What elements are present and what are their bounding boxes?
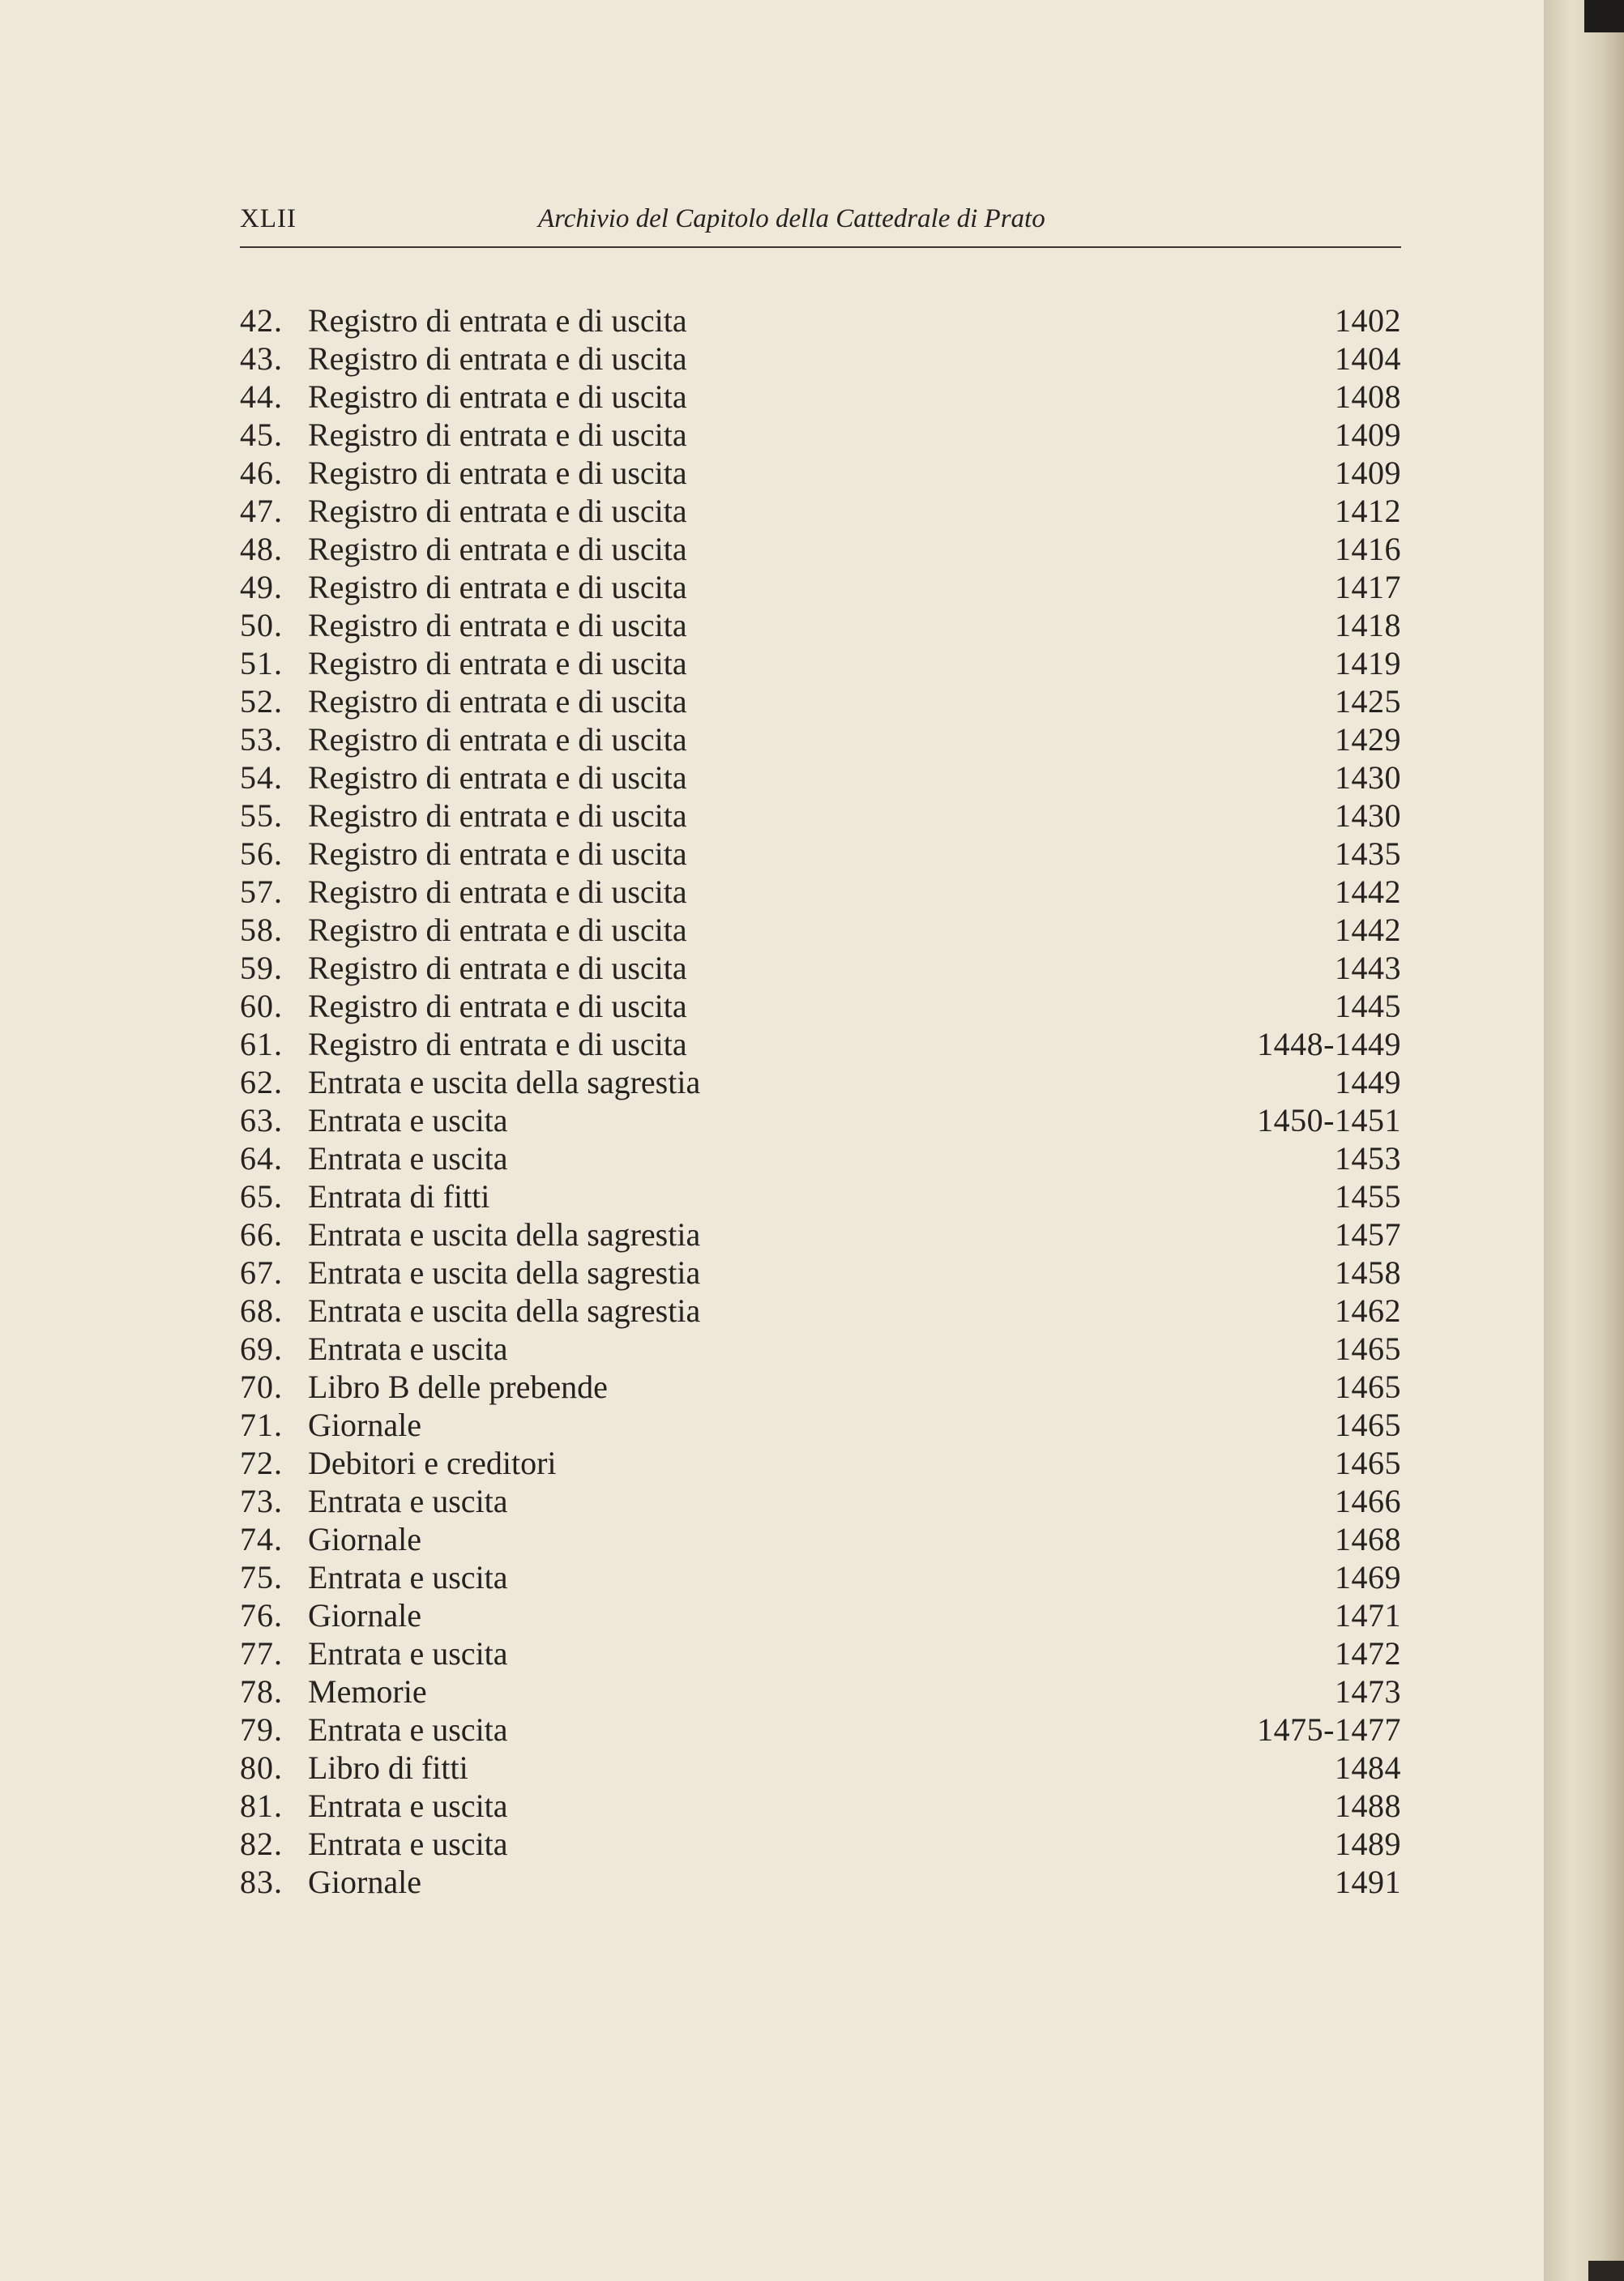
list-item [240,530,1401,568]
entry-title: Registro di entrata e di uscita [308,912,687,948]
entry-number: 81. [240,1788,283,1824]
entry-title: Registro di entrata e di uscita [308,569,687,605]
list-item [240,1177,1401,1215]
entry-year: 1473 [1335,1673,1401,1710]
list-item [240,301,1401,340]
list-item [240,340,1401,378]
entry-year: 1402 [1335,302,1401,339]
entry-title: Giornale [308,1597,421,1634]
list-item [240,1406,1401,1444]
entry-year: 1419 [1335,645,1401,681]
entry-year: 1471 [1335,1597,1401,1634]
list-item [240,682,1401,720]
list-item [240,758,1401,797]
entry-title: Entrata e uscita [308,1788,508,1824]
entry-title: Registro di entrata e di uscita [308,531,687,567]
entry-title: Registro di entrata e di uscita [308,302,687,339]
entry-year: 1442 [1335,874,1401,910]
entry-year: 1458 [1335,1254,1401,1291]
entry-title: Entrata e uscita [308,1140,508,1177]
entry-number: 44. [240,378,283,415]
entry-title: Entrata e uscita [308,1826,508,1862]
entry-number: 46. [240,455,283,491]
list-item [240,416,1401,454]
entry-title: Entrata di fitti [308,1178,490,1215]
list-item [240,1672,1401,1711]
running-title: Archivio del Capitolo della Cattedrale di Prato [538,204,1045,233]
entry-year: 1449 [1335,1064,1401,1100]
entry-title: Registro di entrata e di uscita [308,759,687,796]
entry-title: Registro di entrata e di uscita [308,797,687,834]
list-item [240,1482,1401,1520]
entry-title: Registro di entrata e di uscita [308,340,687,377]
list-item [240,1558,1401,1596]
entry-year: 1430 [1335,759,1401,796]
entry-year: 1484 [1335,1749,1401,1786]
list-item [240,1787,1401,1825]
entry-number: 42. [240,302,283,339]
entry-number: 48. [240,531,283,567]
entry-year: 1488 [1335,1788,1401,1824]
entry-year: 1448-1449 [1257,1026,1401,1062]
list-item [240,1863,1401,1901]
entry-title: Libro di fitti [308,1749,468,1786]
list-item [240,1063,1401,1101]
entry-title: Entrata e uscita [308,1331,508,1367]
list-item [240,1711,1401,1749]
list-item [240,987,1401,1025]
entry-year: 1416 [1335,531,1401,567]
entry-number: 54. [240,759,283,796]
entry-number: 43. [240,340,283,377]
list-item [240,1215,1401,1254]
list-item [240,1520,1401,1558]
entry-year: 1442 [1335,912,1401,948]
book-gutter [1544,0,1624,2281]
entry-number: 80. [240,1749,283,1786]
entry-number: 76. [240,1597,283,1634]
list-item [240,1101,1401,1139]
entry-title: Giornale [308,1521,421,1557]
entry-number: 66. [240,1216,283,1253]
list-item [240,1254,1401,1292]
list-item [240,1025,1401,1063]
entry-year: 1404 [1335,340,1401,377]
entry-number: 51. [240,645,283,681]
entry-number: 49. [240,569,283,605]
entry-year: 1465 [1335,1407,1401,1443]
entry-number: 53. [240,721,283,758]
entry-title: Registro di entrata e di uscita [308,721,687,758]
entry-number: 65. [240,1178,283,1215]
register-list [240,301,1401,1901]
entry-year: 1409 [1335,455,1401,491]
entry-title: Entrata e uscita della sagrestia [308,1064,701,1100]
entry-number: 73. [240,1483,283,1519]
entry-title: Giornale [308,1407,421,1443]
entry-title: Giornale [308,1864,421,1900]
list-item [240,1596,1401,1634]
list-item [240,1749,1401,1787]
gutter-shadow-bottom [1588,2261,1624,2281]
entry-number: 57. [240,874,283,910]
entry-title: Registro di entrata e di uscita [308,950,687,986]
list-item [240,606,1401,644]
entry-number: 82. [240,1826,283,1862]
entry-number: 64. [240,1140,283,1177]
entry-number: 83. [240,1864,283,1900]
entry-number: 71. [240,1407,283,1443]
entry-title: Registro di entrata e di uscita [308,835,687,872]
entry-title: Libro B delle prebende [308,1369,608,1405]
entry-year: 1491 [1335,1864,1401,1900]
entry-year: 1457 [1335,1216,1401,1253]
gutter-shadow-top [1584,0,1624,32]
list-item [240,1368,1401,1406]
entry-number: 45. [240,416,283,453]
entry-number: 50. [240,607,283,643]
list-item [240,1825,1401,1863]
entry-number: 52. [240,683,283,720]
list-item [240,1444,1401,1482]
list-item [240,492,1401,530]
entry-number: 63. [240,1102,283,1138]
list-item [240,835,1401,873]
entry-year: 1425 [1335,683,1401,720]
entry-year: 1409 [1335,416,1401,453]
list-item [240,720,1401,758]
list-item [240,873,1401,911]
entry-number: 62. [240,1064,283,1100]
entry-title: Entrata e uscita [308,1483,508,1519]
entry-number: 58. [240,912,283,948]
entry-year: 1466 [1335,1483,1401,1519]
entry-title: Registro di entrata e di uscita [308,416,687,453]
entry-year: 1462 [1335,1292,1401,1329]
entry-title: Entrata e uscita [308,1559,508,1595]
entry-title: Registro di entrata e di uscita [308,874,687,910]
entry-year: 1450-1451 [1257,1102,1401,1138]
entry-title: Registro di entrata e di uscita [308,988,687,1024]
entry-year: 1453 [1335,1140,1401,1177]
list-item [240,1634,1401,1672]
entry-title: Entrata e uscita [308,1102,508,1138]
entry-number: 59. [240,950,283,986]
entry-title: Memorie [308,1673,427,1710]
running-head [240,204,1401,243]
entry-year: 1408 [1335,378,1401,415]
list-item [240,949,1401,987]
entry-title: Registro di entrata e di uscita [308,683,687,720]
list-item [240,454,1401,492]
entry-year: 1465 [1335,1445,1401,1481]
entry-title: Registro di entrata e di uscita [308,645,687,681]
entry-title: Entrata e uscita [308,1711,508,1748]
entry-title: Entrata e uscita della sagrestia [308,1216,701,1253]
list-item [240,568,1401,606]
entry-year: 1469 [1335,1559,1401,1595]
entry-number: 72. [240,1445,283,1481]
entry-number: 67. [240,1254,283,1291]
page-number: XLII [240,204,297,233]
entry-year: 1430 [1335,797,1401,834]
entry-number: 75. [240,1559,283,1595]
entry-year: 1429 [1335,721,1401,758]
list-item [240,1292,1401,1330]
entry-year: 1417 [1335,569,1401,605]
entry-year: 1489 [1335,1826,1401,1862]
list-item [240,644,1401,682]
entry-title: Debitori e creditori [308,1445,557,1481]
list-item [240,1330,1401,1368]
entry-year: 1475-1477 [1257,1711,1401,1748]
list-item [240,378,1401,416]
entry-title: Registro di entrata e di uscita [308,1026,687,1062]
entry-year: 1465 [1335,1331,1401,1367]
entry-number: 70. [240,1369,283,1405]
entry-year: 1418 [1335,607,1401,643]
entry-number: 74. [240,1521,283,1557]
entry-number: 61. [240,1026,283,1062]
entry-title: Entrata e uscita della sagrestia [308,1292,701,1329]
list-item [240,797,1401,835]
entry-number: 69. [240,1331,283,1367]
entry-number: 68. [240,1292,283,1329]
entry-number: 55. [240,797,283,834]
entry-number: 60. [240,988,283,1024]
list-item [240,911,1401,949]
entry-year: 1455 [1335,1178,1401,1215]
entry-year: 1445 [1335,988,1401,1024]
entry-year: 1472 [1335,1635,1401,1672]
entry-title: Registro di entrata e di uscita [308,607,687,643]
entry-title: Entrata e uscita della sagrestia [308,1254,701,1291]
entry-year: 1468 [1335,1521,1401,1557]
entry-title: Registro di entrata e di uscita [308,493,687,529]
entry-year: 1465 [1335,1369,1401,1405]
entry-year: 1435 [1335,835,1401,872]
entry-number: 77. [240,1635,283,1672]
entry-year: 1412 [1335,493,1401,529]
entry-number: 47. [240,493,283,529]
entry-number: 78. [240,1673,283,1710]
entry-title: Registro di entrata e di uscita [308,455,687,491]
entry-number: 79. [240,1711,283,1748]
entry-year: 1443 [1335,950,1401,986]
list-item [240,1139,1401,1177]
entry-title: Entrata e uscita [308,1635,508,1672]
header-rule [240,246,1401,248]
entry-title: Registro di entrata e di uscita [308,378,687,415]
entry-number: 56. [240,835,283,872]
